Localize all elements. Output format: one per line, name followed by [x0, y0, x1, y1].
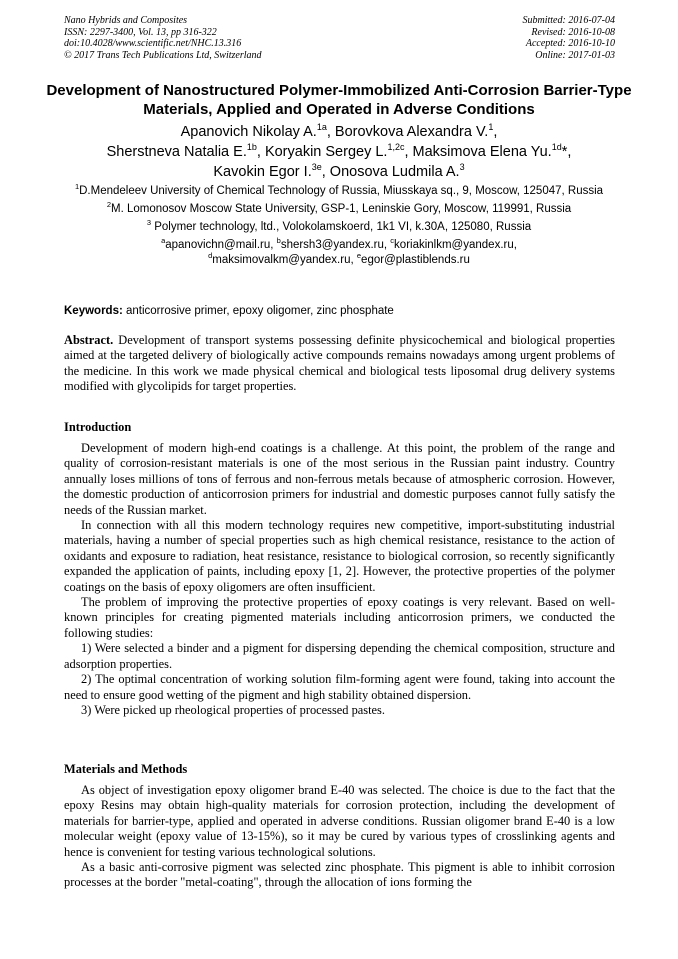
study-item: 2) The optimal concentration of working solution film-forming agent were found, taking into account the need to ensure good wetting of the pigment and high stability obtained dispersion.	[64, 672, 615, 702]
email-sup: b	[276, 236, 281, 246]
email-link[interactable]: egor@plastiblends.ru	[361, 254, 470, 266]
email-link[interactable]: shersh3@yandex.ru,	[280, 239, 391, 251]
author-name: Borovkova Alexandra V.	[334, 124, 489, 140]
affiliation-3	[60, 220, 618, 235]
accepted-date: Accepted: 2016-10-10	[525, 38, 615, 49]
introduction-paragraph: Development of modern high-end coatings is a challenge. At this point, the problem of the range and quality of corrosion-resistant materials is one of the most serious in the Russian paint industry. Country annually loses millions of tons of ferrous and non-ferrous metals because of atmospheric corrosion. However, the domestic production of anticorrosion primers for industrial and domestic purposes cannot fully satisfy the needs of the Russian market.	[64, 441, 615, 517]
email-sup: e	[356, 251, 362, 261]
email-link[interactable]: apanovichn@mail.ru,	[165, 239, 277, 251]
author-separator: ,	[256, 144, 265, 160]
issn-line: ISSN: 2297-3400, Vol. 13, pp 316-322	[64, 26, 217, 38]
author-list	[40, 122, 638, 182]
journal-name: Nano Hybrids and Composites	[64, 15, 188, 26]
introduction-paragraph: In connection with all this modern technology requires new competitive, import-substituting industrial materials, having a number of special properties such as high chemical resistance, resistance to the action of oxidants and exposure to radiation, heat resistance, resistance to biological corrosion, so recently significantly expanded the application of paints, including epoxy [1, 2]. However, the protective properties of the polymer coatings on the basis of epoxy oligomers are often insufficient.	[64, 518, 615, 594]
affiliation-text: Polymer technology, ltd., Volokolamskoerd, 1k1 VI, k.30A, 125080, Russia	[151, 221, 532, 233]
paper-title: Development of Nanostructured Polymer-Immobilized Anti-Corrosion Barrier-Type Materials, Applied and Operated in Adverse Conditions	[46, 82, 632, 118]
author-name: Maksimova Elena Yu.	[412, 144, 552, 160]
author-separator: ,	[321, 164, 330, 180]
abstract	[64, 333, 615, 395]
copyright-line: © 2017 Trans Tech Publications Ltd, Switzerland	[64, 49, 262, 61]
methods-paragraph: As a basic anti-corrosive pigment was selected zinc phosphate. This pigment is able to inhibit corrosion processes at the border "metal-coating", through the allocation of ions forming the	[64, 860, 615, 890]
abstract-label: Abstract.	[64, 333, 114, 347]
author-sup: 3	[459, 162, 465, 173]
author-separator: *,	[561, 144, 572, 160]
introduction-paragraph: The problem of improving the protective properties of epoxy coatings is very relevant. Based on well-known principles for creating pigmented materials including anticorrosion primers, we conducted the following studies:	[64, 595, 615, 640]
methods-body	[64, 783, 615, 891]
revised-date: Revised: 2016-10-08	[531, 26, 615, 38]
author-sup: 1	[488, 122, 494, 133]
author-sup: 1b	[246, 142, 257, 153]
email-sup: d	[208, 251, 213, 261]
email-link[interactable]: koriakinlkm@yandex.ru,	[394, 239, 517, 251]
introduction-heading: Introduction	[64, 420, 132, 434]
submitted-date: Submitted: 2016-07-04	[522, 15, 615, 26]
email-sup: a	[161, 236, 166, 246]
author-emails	[60, 238, 618, 268]
email-sup: c	[390, 236, 395, 246]
author-name: Sherstneva Natalia E.	[106, 144, 247, 160]
keywords-label: Keywords:	[64, 305, 123, 317]
keywords-text: anticorrosive primer, epoxy oligomer, zinc phosphate	[122, 305, 394, 317]
online-date: Online: 2017-01-03	[535, 49, 615, 61]
author-name: Onosova Ludmila A.	[329, 164, 460, 180]
affiliation-sup: 1	[74, 182, 80, 192]
affiliation-sup: 2	[106, 200, 111, 210]
author-name: Koryakin Sergey L.	[264, 144, 388, 160]
study-item: 1) Were selected a binder and a pigment for dispersing depending the chemical composition, structure and adsorption properties.	[64, 641, 615, 671]
abstract-text: Development of transport systems possessing definite physicochemical and biological properties aimed at the targeted delivery of biologically active compounds remains nowadays among urgent problems of the medicine. In this work we made physical chemical and biological tests liposomal drug delivery systems modified with glycolipids for target properties.	[64, 333, 615, 394]
author-name: Apanovich Nikolay A.	[180, 124, 317, 140]
introduction-body	[64, 441, 615, 718]
publication-dates	[523, 15, 616, 61]
author-separator: ,	[493, 124, 498, 140]
methods-paragraph: As object of investigation epoxy oligomer brand E-40 was selected. The choice is due to the fact that the epoxy Resins may obtain high-quality materials for corrosion protection, including the development of materials for barrier-type, applied and operated in adverse conditions. Russian oligomer brand E-40 is a low molecular weight (epoxy value of 13-15%), so it may be cured by various types of crosslinking agents and hence is convenient for testing various technological solutions.	[64, 783, 615, 859]
author-sup: 1,2c	[387, 142, 405, 153]
author-sup: 1a	[316, 122, 327, 133]
affiliation-sup: 3	[146, 218, 152, 228]
keywords	[64, 304, 616, 318]
author-separator: ,	[326, 124, 335, 140]
abstract-paragraph	[64, 333, 615, 395]
author-sup: 1d	[551, 142, 562, 153]
affiliations	[60, 184, 618, 268]
author-name: Kavokin Egor I.	[213, 164, 312, 180]
study-item: 3) Were picked up rheological properties of processed pastes.	[81, 702, 385, 717]
affiliation-text: M. Lomonosov Moscow State University, GSP-1, Leninskie Gory, Moscow, 119991, Russia	[110, 203, 572, 215]
affiliation-text: D.Mendeleev University of Chemical Technology of Russia, Miusskaya sq., 9, Moscow, 125047, Russia	[79, 185, 604, 197]
doi-line: doi:10.4028/www.scientific.net/NHC.13.316	[64, 38, 242, 49]
affiliation-2	[60, 202, 618, 217]
author-separator: ,	[404, 144, 413, 160]
methods-heading: Materials and Methods	[64, 762, 188, 776]
email-link[interactable]: maksimovalkm@yandex.ru,	[212, 254, 357, 266]
affiliation-1	[60, 184, 618, 199]
author-sup: 3e	[311, 162, 322, 173]
journal-info	[64, 15, 262, 61]
